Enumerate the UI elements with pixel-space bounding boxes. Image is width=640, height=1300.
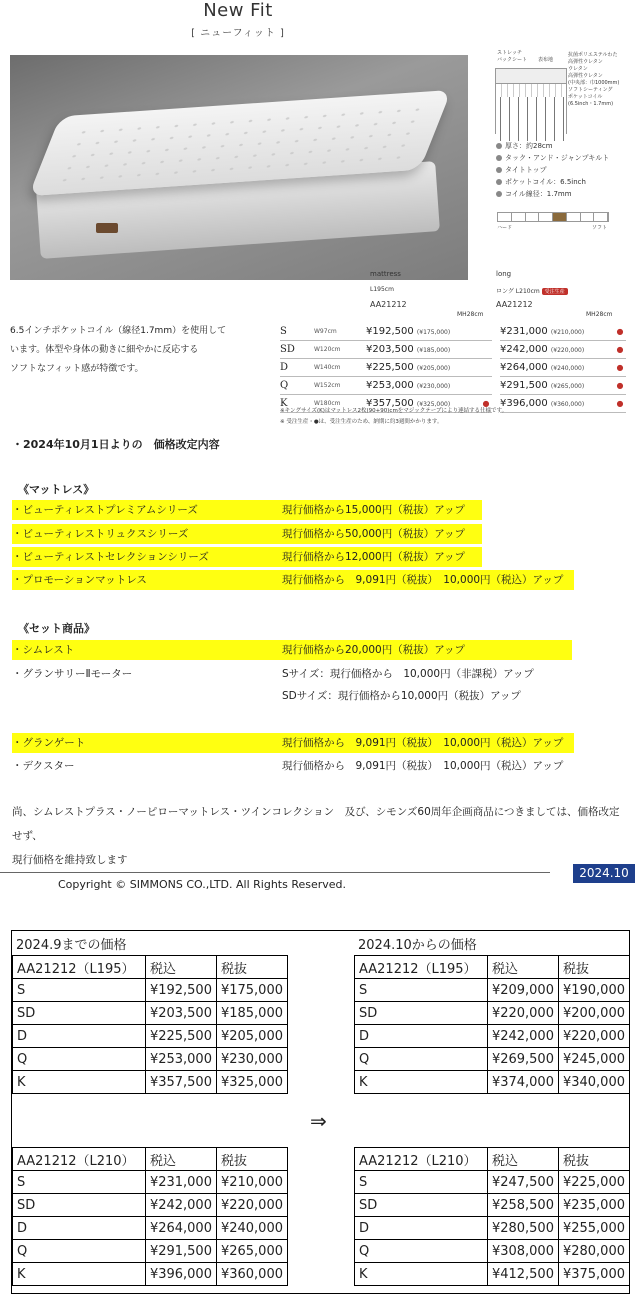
revision-title: ・2024年10月1日よりの 価格改定内容: [12, 438, 220, 451]
table-row: [13, 1071, 288, 1094]
tax-in-cell: ¥253,000: [145, 1048, 216, 1071]
diagram-label-fabric: 表布地: [538, 57, 554, 63]
long-col-label: long: [496, 270, 512, 278]
table-header-row: [13, 956, 288, 979]
spec-item: タイトトップ: [496, 164, 609, 176]
width-label: W120cm: [314, 341, 366, 359]
price-row: [280, 341, 626, 359]
tax-in-cell: ¥280,500: [487, 1217, 558, 1240]
diagram-labels-right: 抗菌ポリエステルわた 高弾性ウレタン ウレタン 高弾性ウレタン (中央部：巾1000mm) ソフトシーティング ポケットコイル (6.5inch・1.7mm): [568, 52, 620, 107]
long-length: ロング L210cm 受注生産: [496, 286, 568, 295]
tax-ex-cell: ¥220,000: [558, 1025, 629, 1048]
size-cell: SD: [13, 1002, 146, 1025]
tax-in-cell: ¥396,000: [145, 1263, 216, 1286]
table-row: [13, 1171, 288, 1194]
size-cell: D: [355, 1217, 488, 1240]
tax-in-cell: ¥220,000: [487, 1002, 558, 1025]
table-row: [13, 979, 288, 1002]
size-label: SD: [280, 341, 314, 359]
bullet-icon: [496, 143, 502, 149]
layer-cross-section-diagram: [495, 68, 567, 134]
order-dot-icon: ●: [614, 359, 626, 377]
product-description: 6.5インチポケットコイル（線径1.7mm）を使用して います。体型や身体の動きに細やかに反応する ソフトなフィット感が特徴です。: [10, 326, 227, 374]
price-a: ¥192,500 (¥175,000): [366, 323, 480, 341]
width-label: W152cm: [314, 377, 366, 395]
col-tax-in: 税込: [487, 1148, 558, 1171]
table-row: [13, 1217, 288, 1240]
size-label: Q: [280, 377, 314, 395]
table-row: [355, 1263, 630, 1286]
price-comparison: [11, 930, 630, 1294]
model-cell: AA21212（L195）: [355, 956, 488, 979]
order-dot-icon: [480, 359, 492, 377]
tax-in-cell: ¥357,500: [145, 1071, 216, 1094]
width-label: W180cm: [314, 395, 366, 413]
mattress-heading: 《マットレス》: [18, 483, 95, 496]
revision-row: ・グランサリーⅡモーター Sサイズ：現行価格から 10,000円（非課税）アップ: [12, 668, 534, 680]
after-l195-table: [354, 955, 630, 1094]
copyright: Copyright © SIMMONS CO.,LTD. All Rights Reserved.: [58, 878, 347, 891]
price-notes: ※キングサイズ(K)はマットレス2枚(90+90)cmをマジックテープにより連結する仕様です。 ※ 受注生産・●は、受注生産のため、納期に約3週間かかります。: [280, 408, 508, 425]
model-cell: AA21212（L195）: [13, 956, 146, 979]
tax-ex-cell: ¥235,000: [558, 1194, 629, 1217]
table-row: [355, 979, 630, 1002]
size-cell: D: [355, 1025, 488, 1048]
table-header-row: [355, 1148, 630, 1171]
tax-in-cell: ¥247,500: [487, 1171, 558, 1194]
table-row: [355, 1240, 630, 1263]
bullet-icon: [496, 179, 502, 185]
tax-in-cell: ¥225,500: [145, 1025, 216, 1048]
spec-item: タック・アンド・ジャンプキルト: [496, 152, 609, 164]
size-cell: K: [13, 1071, 146, 1094]
tax-ex-cell: ¥230,000: [216, 1048, 287, 1071]
table-row: [355, 1002, 630, 1025]
tax-ex-cell: ¥255,000: [558, 1217, 629, 1240]
table-header-row: [355, 956, 630, 979]
before-l195-table: [12, 955, 288, 1094]
size-label: S: [280, 323, 314, 341]
product-subtitle: [ ニューフィット ]: [191, 28, 285, 39]
tax-ex-cell: ¥240,000: [216, 1217, 287, 1240]
tax-ex-cell: ¥325,000: [216, 1071, 287, 1094]
table-row: [355, 1194, 630, 1217]
mattress-length: L195cm: [370, 286, 394, 293]
order-dot-icon: ●: [614, 395, 626, 413]
firmness-scale: [497, 212, 609, 222]
table-row: [355, 1171, 630, 1194]
order-dot-icon: [480, 377, 492, 395]
size-cell: Q: [355, 1048, 488, 1071]
order-badge: 受注生産: [542, 288, 568, 295]
price-table: [280, 323, 626, 413]
before-label: 2024.9までの価格: [16, 938, 127, 953]
price-a: ¥225,500 (¥205,000): [366, 359, 480, 377]
price-row: [280, 323, 626, 341]
before-l210-table: [12, 1147, 288, 1286]
revision-row: ・ビューティレストセレクションシリーズ 現行価格から12,000円（税抜）アップ: [12, 547, 482, 567]
price-row: [280, 377, 626, 395]
tax-ex-cell: ¥190,000: [558, 979, 629, 1002]
mh-a: MH28cm: [457, 311, 484, 318]
price-b: ¥291,500 (¥265,000): [500, 377, 614, 395]
date-badge: 2024.10: [573, 864, 635, 883]
table-row: [13, 1240, 288, 1263]
size-cell: K: [13, 1263, 146, 1286]
revision-row: ・プロモーションマットレス 現行価格から 9,091円（税抜） 10,000円（税込）アップ: [12, 570, 574, 590]
model-b: AA21212: [496, 300, 533, 309]
col-tax-ex: 税抜: [558, 956, 629, 979]
revision-row: ・デクスター 現行価格から 9,091円（税抜） 10,000円（税込）アップ: [12, 760, 564, 772]
revision-footnote: 尚、シムレストプラス・ノーピローマットレス・ツインコレクション 及び、シモンズ60周年企画商品につきましては、価格改定せず、 現行価格を維持致します: [12, 806, 620, 866]
order-dot-icon: [480, 323, 492, 341]
revision-row: ・ビューティレストリュクスシリーズ 現行価格から50,000円（税抜）アップ: [12, 524, 482, 544]
size-cell: S: [355, 1171, 488, 1194]
tax-in-cell: ¥412,500: [487, 1263, 558, 1286]
tax-ex-cell: ¥220,000: [216, 1194, 287, 1217]
after-l210-table: [354, 1147, 630, 1286]
tax-in-cell: ¥308,000: [487, 1240, 558, 1263]
order-dot-icon: ●: [614, 377, 626, 395]
tax-ex-cell: ¥205,000: [216, 1025, 287, 1048]
tax-ex-cell: ¥175,000: [216, 979, 287, 1002]
size-label: K: [280, 395, 314, 413]
model-cell: AA21212（L210）: [13, 1148, 146, 1171]
table-row: [355, 1048, 630, 1071]
size-cell: D: [13, 1217, 146, 1240]
table-row: [355, 1025, 630, 1048]
width-label: W140cm: [314, 359, 366, 377]
tax-ex-cell: ¥280,000: [558, 1240, 629, 1263]
tax-in-cell: ¥231,000: [145, 1171, 216, 1194]
bullet-icon: [496, 155, 502, 161]
spec-item: 厚さ：約28cm: [496, 140, 609, 152]
size-cell: Q: [13, 1240, 146, 1263]
price-row: [280, 359, 626, 377]
price-b: ¥264,000 (¥240,000): [500, 359, 614, 377]
size-cell: Q: [355, 1240, 488, 1263]
width-label: W97cm: [314, 323, 366, 341]
mattress-photo: [10, 55, 468, 280]
tax-in-cell: ¥264,000: [145, 1217, 216, 1240]
tax-in-cell: ¥258,500: [487, 1194, 558, 1217]
table-row: [355, 1071, 630, 1094]
spec-item: コイル線径：1.7mm: [496, 188, 609, 200]
revision-row: ・シムレスト 現行価格から20,000円（税抜）アップ: [12, 640, 572, 660]
revision-row: ・グランゲート 現行価格から 9,091円（税抜） 10,000円（税込）アップ: [12, 733, 574, 753]
tax-ex-cell: ¥265,000: [216, 1240, 287, 1263]
model-cell: AA21212（L210）: [355, 1148, 488, 1171]
price-b: ¥242,000 (¥220,000): [500, 341, 614, 359]
firmness-hard-label: ハード: [497, 225, 513, 231]
size-cell: S: [13, 1171, 146, 1194]
mh-b: MH28cm: [586, 311, 613, 318]
tax-in-cell: ¥209,000: [487, 979, 558, 1002]
spec-item: ポケットコイル：6.5inch: [496, 176, 609, 188]
product-title: New Fit: [203, 0, 273, 21]
price-a: ¥203,500 (¥185,000): [366, 341, 480, 359]
table-row: [355, 1217, 630, 1240]
firmness-marker: [553, 213, 567, 221]
tax-in-cell: ¥269,500: [487, 1048, 558, 1071]
size-cell: S: [13, 979, 146, 1002]
size-cell: SD: [355, 1002, 488, 1025]
order-dot-icon: ●: [614, 341, 626, 359]
size-cell: S: [355, 979, 488, 1002]
table-header-row: [13, 1148, 288, 1171]
table-row: [13, 1048, 288, 1071]
tax-ex-cell: ¥225,000: [558, 1171, 629, 1194]
size-cell: SD: [13, 1194, 146, 1217]
table-row: [13, 1002, 288, 1025]
after-label: 2024.10からの価格: [358, 938, 477, 953]
table-row: [13, 1263, 288, 1286]
col-tax-in: 税込: [145, 956, 216, 979]
mattress-col-label: mattress: [370, 270, 401, 278]
tax-in-cell: ¥242,000: [145, 1194, 216, 1217]
size-cell: D: [13, 1025, 146, 1048]
tax-in-cell: ¥374,000: [487, 1071, 558, 1094]
size-cell: K: [355, 1071, 488, 1094]
tax-in-cell: ¥203,500: [145, 1002, 216, 1025]
tax-ex-cell: ¥210,000: [216, 1171, 287, 1194]
model-a: AA21212: [370, 300, 407, 309]
tax-ex-cell: ¥375,000: [558, 1263, 629, 1286]
diagram-label-left: ストレッチ バックシート: [497, 50, 528, 63]
bullet-icon: [496, 167, 502, 173]
tax-ex-cell: ¥200,000: [558, 1002, 629, 1025]
size-cell: SD: [355, 1194, 488, 1217]
brand-label-icon: [96, 223, 118, 233]
order-dot-icon: ●: [614, 323, 626, 341]
firmness-soft-label: ソフト: [592, 225, 608, 231]
col-tax-in: 税込: [487, 956, 558, 979]
size-cell: K: [355, 1263, 488, 1286]
tax-ex-cell: ¥360,000: [216, 1263, 287, 1286]
price-a: ¥357,500 (¥325,000): [366, 395, 480, 413]
tax-ex-cell: ¥245,000: [558, 1048, 629, 1071]
col-tax-ex: 税抜: [558, 1148, 629, 1171]
table-row: [13, 1025, 288, 1048]
revision-row: ・ビューティレストプレミアムシリーズ 現行価格から15,000円（税抜）アップ: [12, 500, 482, 520]
order-dot-icon: [480, 341, 492, 359]
price-b: ¥396,000 (¥360,000): [500, 395, 614, 413]
revision-row: SDサイズ：現行価格から10,000円（税抜）アップ: [282, 690, 521, 702]
bullet-icon: [496, 191, 502, 197]
arrow-right-icon: ⇒: [310, 1109, 327, 1133]
col-tax-ex: 税抜: [216, 956, 287, 979]
spec-list: [496, 140, 609, 200]
tax-in-cell: ¥192,500: [145, 979, 216, 1002]
tax-ex-cell: ¥340,000: [558, 1071, 629, 1094]
tax-in-cell: ¥242,000: [487, 1025, 558, 1048]
col-tax-in: 税込: [145, 1148, 216, 1171]
col-tax-ex: 税抜: [216, 1148, 287, 1171]
size-cell: Q: [13, 1048, 146, 1071]
tax-ex-cell: ¥185,000: [216, 1002, 287, 1025]
set-heading: 《セット商品》: [18, 622, 95, 635]
size-label: D: [280, 359, 314, 377]
order-dot-icon: ●: [480, 395, 492, 413]
tax-in-cell: ¥291,500: [145, 1240, 216, 1263]
divider: [0, 872, 550, 873]
price-a: ¥253,000 (¥230,000): [366, 377, 480, 395]
table-row: [13, 1194, 288, 1217]
price-b: ¥231,000 (¥210,000): [500, 323, 614, 341]
